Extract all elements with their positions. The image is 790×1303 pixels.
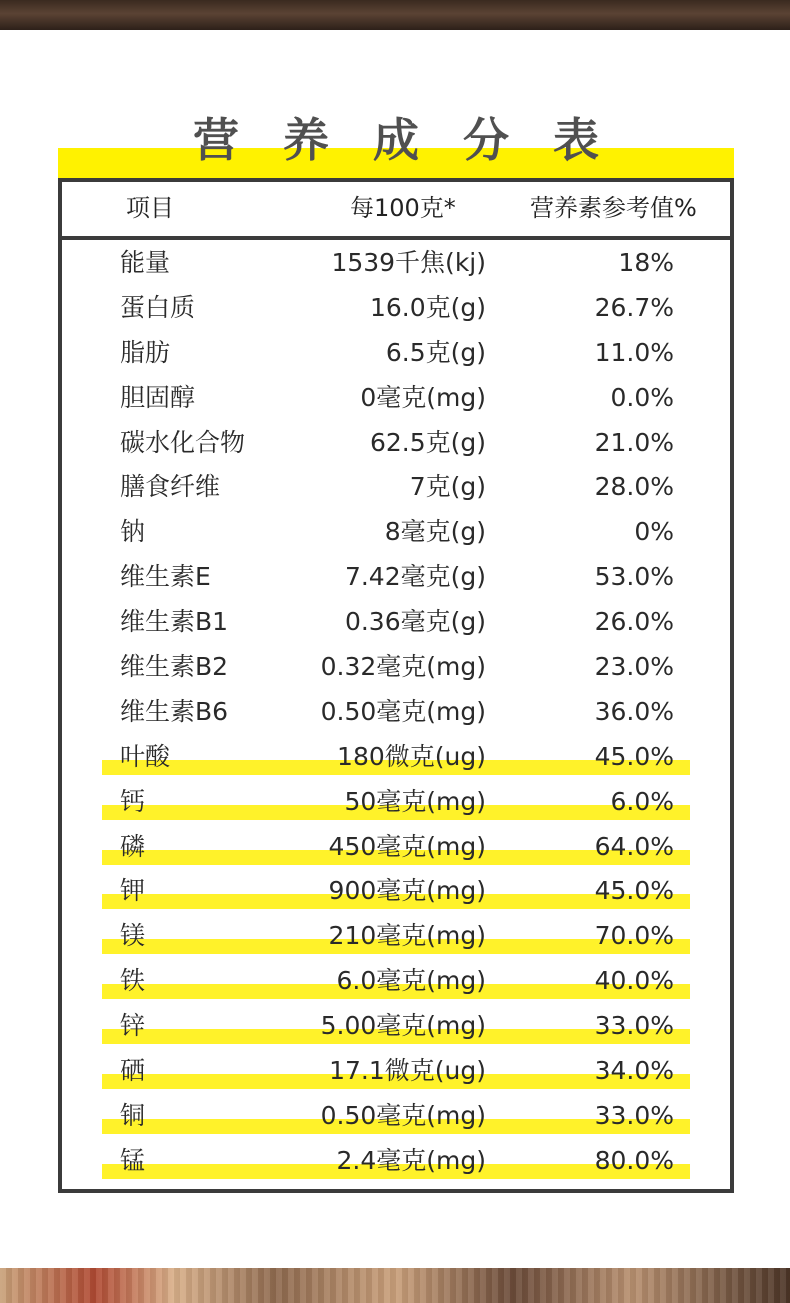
nutrient-nrv: 64.0% [594,831,674,861]
nutrient-amount: 0.50毫克(mg) [320,1100,486,1130]
nutrient-nrv: 26.7% [594,292,674,322]
nutrient-name: 磷 [120,831,146,861]
table-row [62,779,730,824]
nutrient-name: 蛋白质 [120,292,196,322]
table-row [62,1048,730,1093]
nutrient-amount: 62.5克(g) [369,427,486,457]
nutrient-name: 钠 [120,517,146,547]
top-decorative-strip [0,0,790,30]
nutrient-nrv: 6.0% [610,786,674,816]
table-row [62,285,730,330]
table-row [62,240,730,285]
nutrient-name: 钙 [120,786,146,816]
nutrient-nrv: 45.0% [594,876,674,906]
table-header-row [62,182,730,240]
nutrient-name: 钾 [120,876,146,906]
nutrient-nrv: 21.0% [594,427,674,457]
nutrient-amount: 210毫克(mg) [328,921,486,951]
nutrient-amount: 0毫克(mg) [360,382,486,412]
table-row [62,554,730,599]
nutrient-amount: 180微克(ug) [337,741,486,771]
nutrient-name: 硒 [120,1056,146,1086]
bottom-decorative-strip [0,1268,790,1303]
nutrient-amount: 17.1微克(ug) [329,1056,486,1086]
table-row [62,464,730,509]
nutrient-amount: 900毫克(mg) [328,876,486,906]
table-row [62,689,730,734]
header-per-100g: 每100克* [350,194,456,222]
nutrient-name: 膳食纤维 [120,472,221,502]
nutrient-amount: 0.32毫克(mg) [320,652,486,682]
page-title: 营 养 成 分 表 [192,113,614,167]
nutrient-amount: 0.36毫克(g) [344,607,486,637]
nutrient-amount: 6.5克(g) [385,337,486,367]
nutrient-name: 铁 [120,966,146,996]
nutrient-nrv: 28.0% [594,472,674,502]
table-row [62,1138,730,1183]
nutrient-nrv: 45.0% [594,741,674,771]
nutrient-nrv: 70.0% [594,921,674,951]
table-body [62,240,730,1183]
nutrient-amount: 50毫克(mg) [344,786,486,816]
header-item: 项目 [126,194,174,222]
table-row [62,734,730,779]
nutrient-name: 叶酸 [120,741,171,771]
nutrient-nrv: 36.0% [594,696,674,726]
nutrient-name: 锌 [120,1011,146,1041]
nutrient-nrv: 33.0% [594,1100,674,1130]
table-row [62,375,730,420]
table-row [62,420,730,465]
table-row [62,1003,730,1048]
table-row [62,1093,730,1138]
nutrient-nrv: 33.0% [594,1011,674,1041]
table-row [62,330,730,375]
nutrient-name: 胆固醇 [120,382,196,412]
nutrient-amount: 7克(g) [409,472,486,502]
nutrient-amount: 16.0克(g) [369,292,486,322]
nutrient-nrv: 34.0% [594,1056,674,1086]
nutrient-name: 维生素B6 [120,696,229,726]
table-row [62,824,730,869]
nutrient-nrv: 11.0% [594,337,674,367]
nutrient-name: 维生素B1 [120,607,229,637]
nutrient-amount: 7.42毫克(g) [344,562,486,592]
nutrient-nrv: 26.0% [594,607,674,637]
nutrient-amount: 450毫克(mg) [328,831,486,861]
table-row [62,913,730,958]
nutrient-nrv: 18% [618,248,674,277]
table-row [62,599,730,644]
nutrient-nrv: 40.0% [594,966,674,996]
nutrient-amount: 0.50毫克(mg) [320,696,486,726]
nutrient-amount: 2.4毫克(mg) [336,1145,486,1175]
nutrient-amount: 1539千焦(kj) [331,248,486,277]
header-nrv: 营养素参考值% [530,194,697,222]
nutrient-name: 碳水化合物 [120,427,246,457]
nutrient-name: 镁 [120,921,146,951]
nutrient-name: 能量 [120,248,171,277]
nutrient-name: 锰 [120,1145,146,1175]
table-row [62,958,730,1003]
nutrient-amount: 8毫克(g) [384,517,486,547]
table-row [62,644,730,689]
nutrient-nrv: 0.0% [610,382,674,412]
nutrient-name: 脂肪 [120,337,171,367]
nutrient-amount: 6.0毫克(mg) [336,966,486,996]
nutrient-nrv: 0% [634,517,674,547]
nutrient-name: 铜 [120,1100,146,1130]
nutrient-name: 维生素B2 [120,652,229,682]
nutrient-nrv: 80.0% [594,1145,674,1175]
nutrient-nrv: 53.0% [594,562,674,592]
table-row [62,509,730,554]
nutrient-name: 维生素E [120,562,211,592]
nutrition-table [58,178,734,1193]
nutrient-amount: 5.00毫克(mg) [320,1011,486,1041]
nutrient-nrv: 23.0% [594,652,674,682]
table-row [62,868,730,913]
